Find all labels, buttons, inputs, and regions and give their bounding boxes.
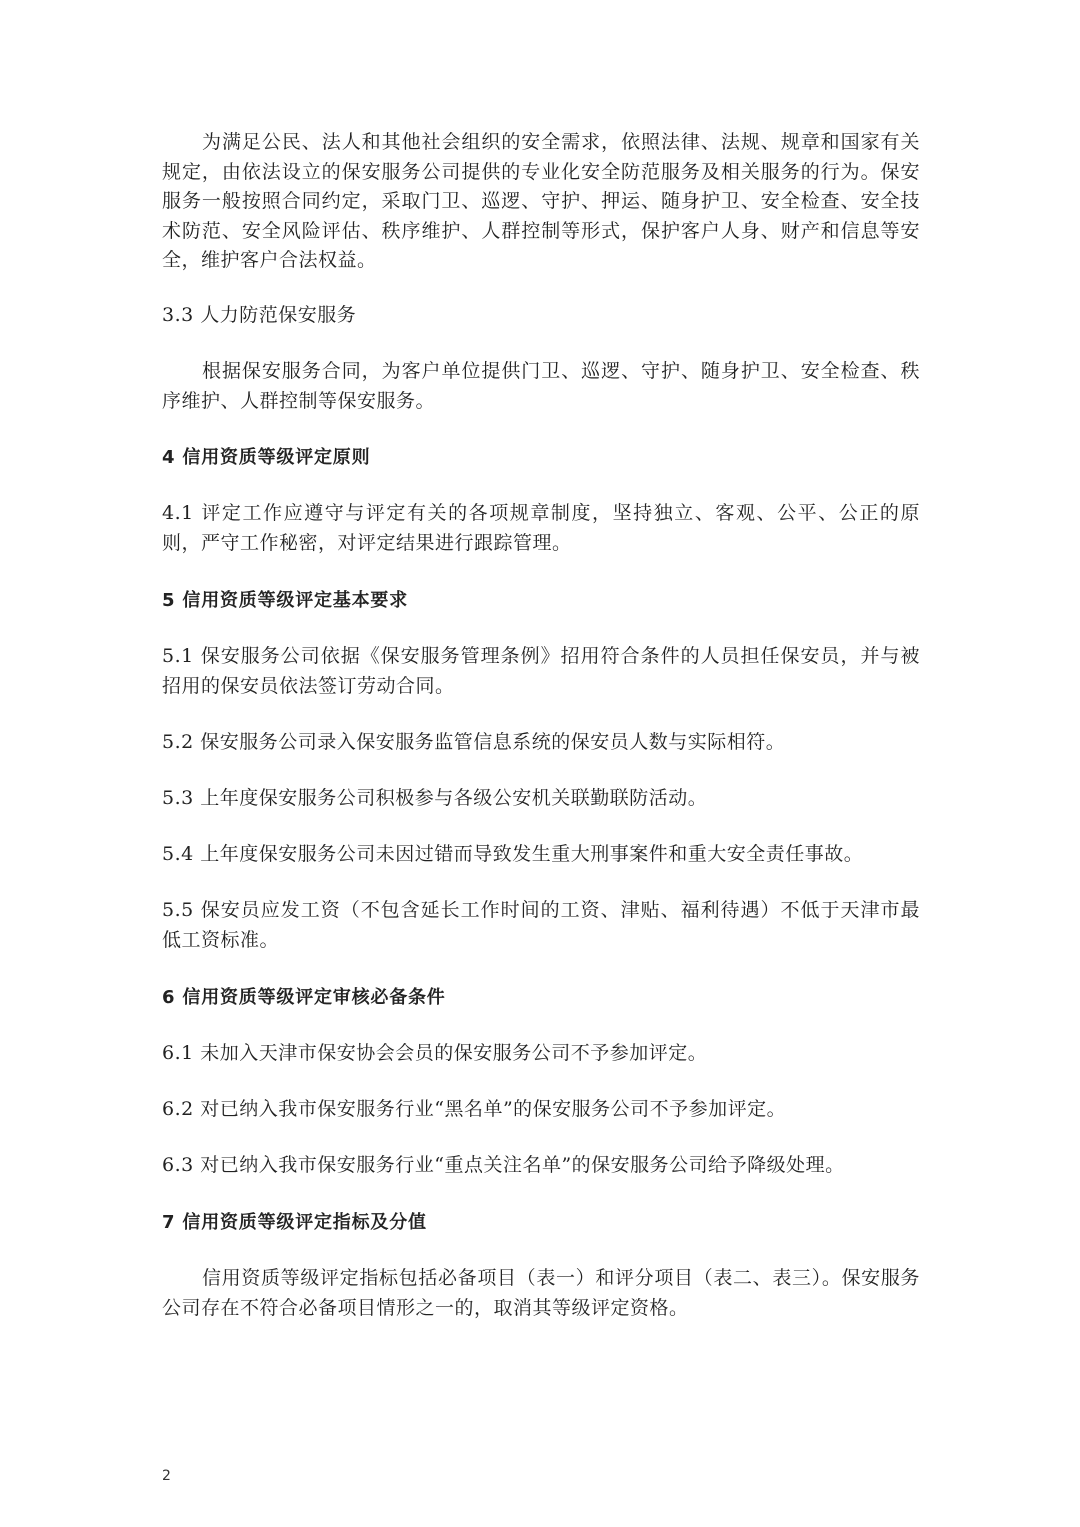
section-7-body: 信用资质等级评定指标包括必备项目（表一）和评分项目（表二、表三）。保安服务公司存在不符合必备项目情形之一的，取消其等级评定资格。 (162, 1267, 920, 1319)
section-6-heading: 6 信用资质等级评定审核必备条件 (162, 987, 446, 1008)
section-5-2: 5.2 保安服务公司录入保安服务监管信息系统的保安员人数与实际相符。 (162, 731, 786, 753)
section-5-1: 5.1 保安服务公司依据《保安服务管理条例》招用符合条件的人员担任保安员，并与被招用的保安员依法签订劳动合同。 (162, 645, 920, 697)
section-5-heading: 5 信用资质等级评定基本要求 (162, 590, 408, 611)
section-3-3-body: 根据保安服务合同，为客户单位提供门卫、巡逻、守护、随身护卫、安全检查、秩序维护、人群控制等保安服务。 (162, 360, 920, 412)
section-5-3: 5.3 上年度保安服务公司积极参与各级公安机关联勤联防活动。 (162, 787, 708, 809)
section-4-heading: 4 信用资质等级评定原则 (162, 447, 371, 468)
section-3-3-title: 3.3 人力防范保安服务 (162, 304, 357, 326)
section-6-3: 6.3 对已纳入我市保安服务行业“重点关注名单”的保安服务公司给予降级处理。 (162, 1154, 845, 1176)
section-7-heading: 7 信用资质等级评定指标及分值 (162, 1212, 427, 1233)
section-5-4: 5.4 上年度保安服务公司未因过错而导致发生重大刑事案件和重大安全责任事故。 (162, 843, 864, 865)
section-5-5: 5.5 保安员应发工资（不包含延长工作时间的工资、津贴、福利待遇）不低于天津市最低工资标准。 (162, 899, 920, 951)
section-4-1: 4.1 评定工作应遵守与评定有关的各项规章制度，坚持独立、客观、公平、公正的原则，严守工作秘密，对评定结果进行跟踪管理。 (162, 502, 920, 554)
section-6-2: 6.2 对已纳入我市保安服务行业“黑名单”的保安服务公司不予参加评定。 (162, 1098, 787, 1120)
intro-paragraph: 为满足公民、法人和其他社会组织的安全需求，依照法律、法规、规章和国家有关规定，由依法设立的保安服务公司提供的专业化安全防范服务及相关服务的行为。保安服务一般按照合同约定，采取门卫、巡逻、守护、押运、随身护卫、安全检查、安全技术防范、安全风险评估、秩序维护、人群控制等形式，保护客户人身、财产和信息等安全，维护客户合法权益。 (162, 131, 920, 271)
section-6-1: 6.1 未加入天津市保安协会会员的保安服务公司不予参加评定。 (162, 1042, 708, 1064)
page-number: 2 (162, 1468, 171, 1484)
